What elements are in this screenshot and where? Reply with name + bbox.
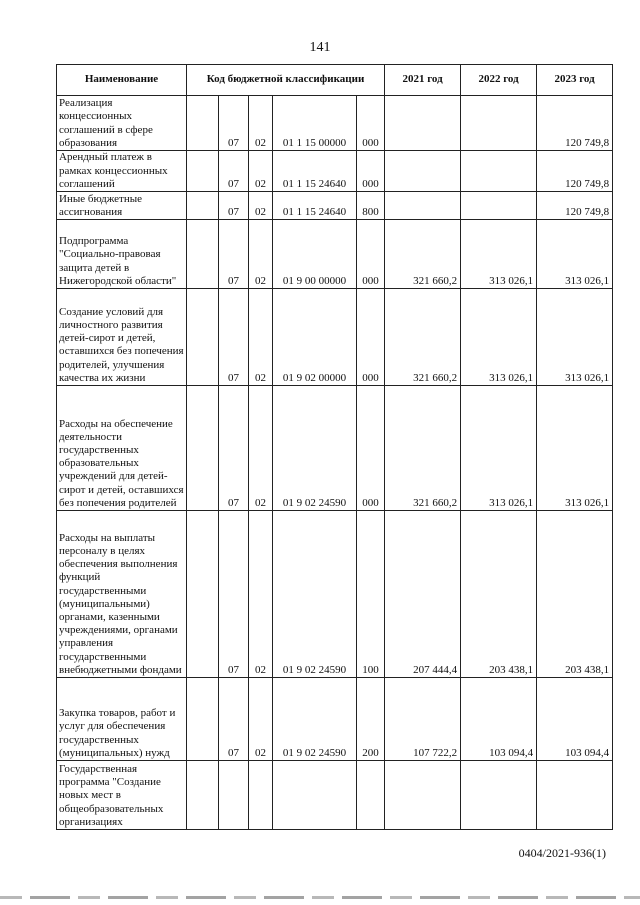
row-expense-type: 000 <box>357 151 385 192</box>
row-section: 07 <box>219 678 249 761</box>
row-name: Государственная программа "Создание новых мест в общеобразовательных организациях <box>57 761 187 830</box>
row-subsection: 02 <box>249 192 273 220</box>
row-subsection: 02 <box>249 386 273 511</box>
row-name: Расходы на выплаты персоналу в целях обеспечения выполнения функций государственными (муниципальными) органами, казенными учреждениями, органами управления государственными внебюджетными фондами <box>57 511 187 678</box>
row-target-article: 01 9 02 24590 <box>273 511 357 678</box>
row-target-article: 01 9 00 00000 <box>273 220 357 289</box>
row-value-2023: 120 749,8 <box>537 96 613 151</box>
row-name: Арендный платеж в рамках концессионных соглашений <box>57 151 187 192</box>
row-empty-cell <box>187 511 219 678</box>
row-value-2022: 313 026,1 <box>461 289 537 386</box>
page-number: 141 <box>309 40 331 55</box>
row-name: Реализация концессионных соглашений в сфере образования <box>57 96 187 151</box>
row-value-2021: 321 660,2 <box>385 220 461 289</box>
table-row <box>57 220 613 289</box>
header-year-2021: 2021 год <box>385 65 461 96</box>
row-value-2021 <box>385 192 461 220</box>
row-empty-cell <box>187 678 219 761</box>
row-name: Закупка товаров, работ и услуг для обеспечения государственных (муниципальных) нужд <box>57 678 187 761</box>
row-expense-type: 000 <box>357 386 385 511</box>
row-expense-type: 000 <box>357 96 385 151</box>
document-code: 0404/2021-936(1) <box>518 846 606 860</box>
row-section: 07 <box>219 386 249 511</box>
row-value-2022 <box>461 192 537 220</box>
table-row <box>57 761 613 830</box>
table-row <box>57 678 613 761</box>
budget-table <box>56 64 613 830</box>
row-subsection: 02 <box>249 511 273 678</box>
row-value-2021: 321 660,2 <box>385 289 461 386</box>
row-name: Создание условий для личностного развития детей-сирот и детей, оставшихся без попечения родителей, улучшения качества их жизни <box>57 289 187 386</box>
row-value-2023 <box>537 761 613 830</box>
table-row <box>57 289 613 386</box>
row-expense-type <box>357 761 385 830</box>
row-empty-cell <box>187 192 219 220</box>
row-empty-cell <box>187 220 219 289</box>
row-value-2022 <box>461 96 537 151</box>
row-section: 07 <box>219 192 249 220</box>
row-empty-cell <box>187 761 219 830</box>
header-classification-code: Код бюджетной классификации <box>187 65 385 96</box>
row-value-2023: 120 749,8 <box>537 192 613 220</box>
row-value-2022 <box>461 151 537 192</box>
row-name: Расходы на обеспечение деятельности государственных образовательных учреждений для детей-сирот и детей, оставшихся без попечения родителей <box>57 386 187 511</box>
row-target-article <box>273 761 357 830</box>
row-value-2022: 313 026,1 <box>461 220 537 289</box>
table-row <box>57 511 613 678</box>
table-row <box>57 192 613 220</box>
table-row <box>57 151 613 192</box>
row-target-article: 01 1 15 00000 <box>273 96 357 151</box>
row-empty-cell <box>187 386 219 511</box>
row-value-2023: 103 094,4 <box>537 678 613 761</box>
header-year-2022: 2022 год <box>461 65 537 96</box>
row-value-2023: 313 026,1 <box>537 289 613 386</box>
row-target-article: 01 1 15 24640 <box>273 151 357 192</box>
row-section: 07 <box>219 96 249 151</box>
row-section: 07 <box>219 289 249 386</box>
row-value-2023: 203 438,1 <box>537 511 613 678</box>
row-expense-type: 000 <box>357 289 385 386</box>
table-row <box>57 96 613 151</box>
row-value-2021 <box>385 151 461 192</box>
table-header-row <box>57 65 613 96</box>
row-name: Иные бюджетные ассигнования <box>57 192 187 220</box>
row-value-2021: 321 660,2 <box>385 386 461 511</box>
row-empty-cell <box>187 289 219 386</box>
row-empty-cell <box>187 151 219 192</box>
row-name: Подпрограмма "Социально-правовая защита детей в Нижегородской области" <box>57 220 187 289</box>
row-value-2022: 313 026,1 <box>461 386 537 511</box>
row-value-2021 <box>385 96 461 151</box>
row-value-2022 <box>461 761 537 830</box>
row-value-2022: 203 438,1 <box>461 511 537 678</box>
budget-table-wrapper <box>56 64 613 830</box>
row-value-2023: 313 026,1 <box>537 386 613 511</box>
row-target-article: 01 1 15 24640 <box>273 192 357 220</box>
header-name: Наименование <box>57 65 187 96</box>
row-target-article: 01 9 02 00000 <box>273 289 357 386</box>
row-target-article: 01 9 02 24590 <box>273 386 357 511</box>
row-value-2021 <box>385 761 461 830</box>
row-expense-type: 100 <box>357 511 385 678</box>
row-value-2022: 103 094,4 <box>461 678 537 761</box>
row-empty-cell <box>187 96 219 151</box>
table-row <box>57 386 613 511</box>
row-subsection: 02 <box>249 220 273 289</box>
row-section <box>219 761 249 830</box>
row-section: 07 <box>219 511 249 678</box>
row-subsection: 02 <box>249 678 273 761</box>
row-subsection: 02 <box>249 151 273 192</box>
row-value-2023: 313 026,1 <box>537 220 613 289</box>
row-value-2021: 107 722,2 <box>385 678 461 761</box>
row-expense-type: 800 <box>357 192 385 220</box>
row-expense-type: 000 <box>357 220 385 289</box>
header-year-2023: 2023 год <box>537 65 613 96</box>
row-section: 07 <box>219 151 249 192</box>
row-subsection: 02 <box>249 289 273 386</box>
row-section: 07 <box>219 220 249 289</box>
row-target-article: 01 9 02 24590 <box>273 678 357 761</box>
row-subsection: 02 <box>249 96 273 151</box>
row-value-2021: 207 444,4 <box>385 511 461 678</box>
row-value-2023: 120 749,8 <box>537 151 613 192</box>
row-expense-type: 200 <box>357 678 385 761</box>
row-subsection <box>249 761 273 830</box>
scan-edge-artifact <box>0 896 640 899</box>
